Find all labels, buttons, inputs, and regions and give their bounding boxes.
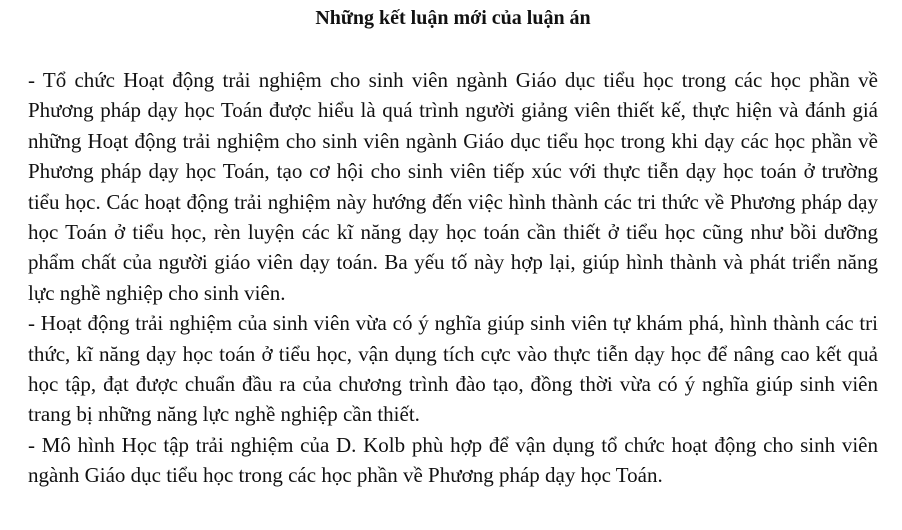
paragraph-2: - Hoạt động trải nghiệm của sinh viên vừa có ý nghĩa giúp sinh viên tự khám phá, hình thành các tri thức, kĩ năng dạy học toán ở tiểu học, vận dụng tích cực vào thực tiễn dạy học để nâng cao kết quả học tập, đạt được chuẩn đầu ra của chương trình đào tạo, đồng thời vừa có ý nghĩa giúp sinh viên trang bị những năng lực nghề nghiệp cần thiết.: [28, 311, 878, 427]
paragraph-3: - Mô hình Học tập trải nghiệm của D. Kolb phù hợp để vận dụng tổ chức hoạt động cho sinh viên ngành Giáo dục tiểu học trong các học phần về Phương pháp dạy học Toán.: [28, 432, 878, 488]
title-spacer: [28, 33, 878, 65]
document-page: [28, 0, 878, 491]
paragraph-1: - Tổ chức Hoạt động trải nghiệm cho sinh viên ngành Giáo dục tiểu học trong các học phần về Phương pháp dạy học Toán được hiểu là quá trình người giảng viên thiết kế, thực hiện và đánh giá những Hoạt động trải nghiệm cho sinh viên ngành Giáo dục tiểu học trong khi dạy các học phần về Phương pháp dạy học Toán, tạo cơ hội cho sinh viên tiếp xúc với thực tiễn dạy học toán ở trường tiểu học. Các hoạt động trải nghiệm này hướng đến việc hình thành các tri thức về Phương pháp dạy học Toán ở tiểu học, rèn luyện các kĩ năng dạy học toán cần thiết ở tiểu học cũng như bồi dưỡng phẩm chất của người giáo viên dạy toán. Ba yếu tố này hợp lại, giúp hình thành và phát triển năng lực nghề nghiệp cho sinh viên.: [28, 68, 878, 305]
document-title: Những kết luận mới của luận án: [315, 7, 591, 29]
